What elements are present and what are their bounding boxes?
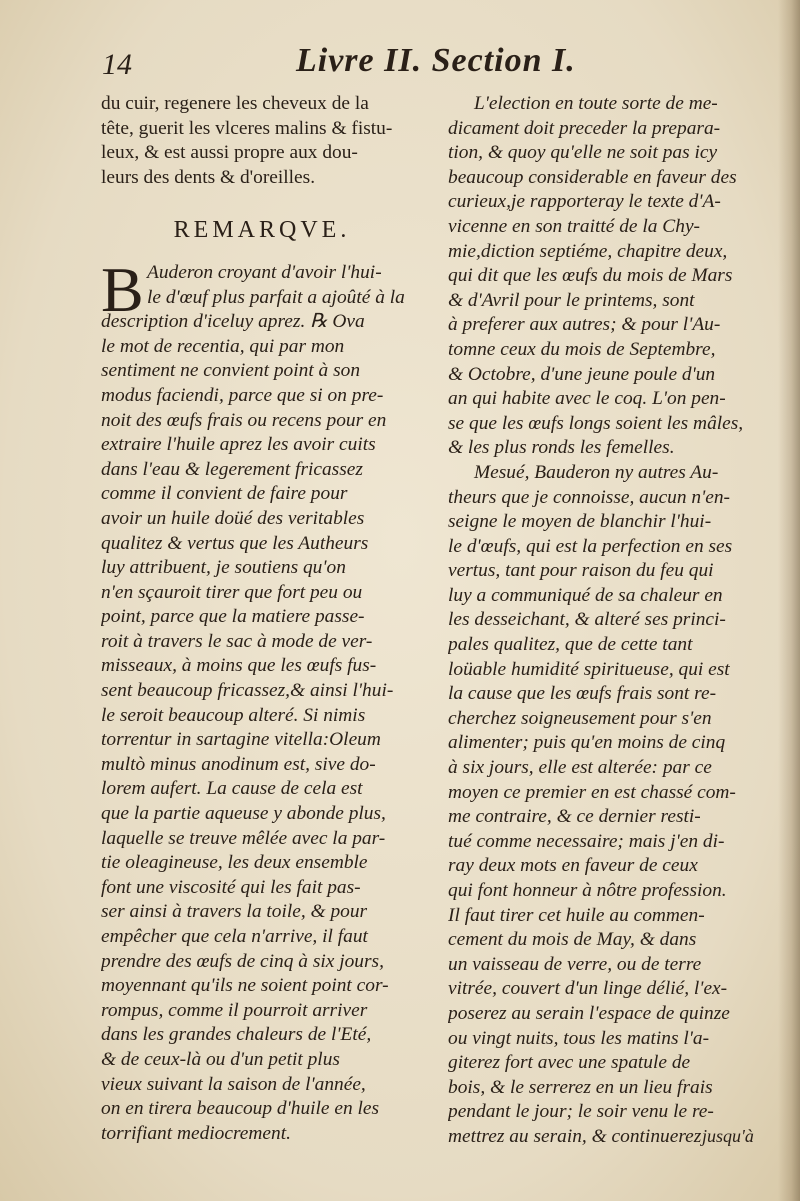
text-line: alimenter; puis qu'en moins de cinq (448, 732, 726, 754)
text-line: roit à travers le sac à mode de ver- (101, 630, 373, 652)
text-line: & de ceux-là ou d'un petit plus (101, 1048, 340, 1070)
text-line: dicament doit preceder la prepara- (448, 117, 721, 139)
text-line: moyen ce premier en est chassé com- (448, 781, 736, 803)
left-column (101, 92, 423, 1146)
text-line: & d'Avril pour le printems, sont (448, 289, 695, 311)
text-line: point, parce que la matiere passe- (101, 606, 365, 628)
text-line: vitrée, couvert d'un linge délié, l'ex- (448, 978, 728, 1000)
text-line: noit des œufs frais ou recens pour en (101, 409, 387, 431)
text-line: misseaux, à moins que les œufs fus- (101, 655, 377, 677)
text-line: vertus, tant pour raison du feu qui (448, 560, 714, 582)
text-line: torrifiant mediocrement. (101, 1122, 291, 1144)
text-line: & Octobre, d'une jeune poule d'un (448, 363, 716, 385)
text-line: torrentur in sartagine vitella:Oleum (101, 729, 381, 751)
page-header (100, 40, 760, 90)
text-line: cherchez soigneusement pour s'en (448, 707, 712, 729)
text-line: sentiment ne convient point à son (101, 360, 361, 382)
text-line: à preferer aux autres; & pour l'Au- (448, 314, 721, 336)
text-line: giterez fort avec une spatule de (448, 1052, 691, 1074)
drop-cap: B (101, 253, 144, 325)
text-line: se que les œufs longs soient les mâles, (448, 412, 744, 434)
text-line: an qui habite avec le coq. L'on pen- (448, 388, 726, 410)
running-title: Livre II. Section I. (296, 42, 576, 79)
text-line: multò minus anodinum est, sive do- (101, 753, 376, 775)
catchword: jusqu'à (702, 1126, 754, 1146)
text-line: leux, & est aussi propre aux dou- (101, 142, 358, 164)
text-line: on en tirera beaucoup d'huile en les (101, 1098, 380, 1120)
text-line: du cuir, regenere les cheveux de la (101, 93, 369, 114)
text-line: poserez au serain l'espace de quinze (448, 1002, 730, 1024)
text-line: dans les grandes chaleurs de l'Eté, (101, 1024, 372, 1046)
text-line: la cause que les œufs frais sont re- (448, 683, 717, 705)
text-line: à six jours, elle est alterée: par ce (448, 757, 712, 779)
text-line: beaucoup considerable en faveur des (448, 166, 737, 188)
text-line: n'en sçauroit tirer que fort peu ou (101, 581, 363, 603)
page-edge-shadow (778, 0, 800, 1201)
page-number: 14 (102, 48, 132, 81)
text-line: le mot de recentia, qui par mon (101, 335, 345, 357)
text-line: description d'iceluy aprez. ℞ Ova (101, 311, 365, 333)
text-line: dans l'eau & legerement fricassez (101, 458, 363, 480)
text-line: seigne le moyen de blanchir l'hui- (448, 511, 712, 533)
text-line: vicenne en son traitté de la Chy- (448, 215, 701, 237)
text-line: & les plus ronds les femelles. (448, 437, 675, 459)
text-line: que la partie aqueuse y abonde plus, (101, 803, 386, 825)
right-column (448, 92, 760, 1150)
text-line: extraire l'huile aprez les avoir cuits (101, 434, 376, 456)
text-line: rompus, comme il pourroit arriver (101, 999, 368, 1021)
text-line: cement du mois de May, & dans (448, 929, 697, 951)
text-line: qui dit que les œufs du mois de Mars (448, 265, 733, 287)
remarque-heading: REMARQVE. (173, 217, 351, 244)
text-line: bois, & le serrerez en un lieu frais (448, 1076, 713, 1098)
text-line: tomne ceux du mois de Septembre, (448, 338, 716, 360)
text-line: loüable humidité spiritueuse, qui est (448, 658, 730, 680)
text-line: Auderon croyant d'avoir l'hui- (147, 261, 382, 283)
text-line: mettrez au serain, & continuerez (448, 1125, 702, 1147)
text-line: L'election en toute sorte de me- (474, 93, 718, 114)
text-line: vieux suivant la saison de l'année, (101, 1073, 366, 1095)
text-line: leurs des dents & d'oreilles. (101, 166, 316, 188)
text-line: Mesué, Bauderon ny autres Au- (474, 461, 719, 483)
continuation-paragraph (101, 92, 423, 190)
text-line: luy attribuent, je soutiens qu'on (101, 557, 346, 579)
text-line: moyennant qu'ils ne soient point cor- (101, 975, 389, 997)
text-line: lorem aufert. La cause de cela est (101, 778, 363, 800)
text-line: ser ainsi à travers la toile, & pour (101, 901, 368, 923)
text-line: ou vingt nuits, tous les matins l'a- (448, 1027, 710, 1049)
text-line: prendre des œufs de cinq à six jours, (101, 950, 384, 972)
text-line: laquelle se treuve mêlée avec la par- (101, 827, 386, 849)
text-line: qui font honneur à nôtre profession. (448, 880, 727, 901)
text-line: le d'œufs, qui est la perfection en ses (448, 535, 733, 557)
text-line: pales qualitez, que de cette tant (448, 634, 693, 656)
text-line: font une viscosité qui les fait pas- (101, 876, 361, 898)
text-line: luy a communiqué de sa chaleur en (448, 584, 723, 606)
text-line: comme il convient de faire pour (101, 483, 348, 505)
text-line: tête, guerit les vlceres malins & fistu- (101, 117, 393, 139)
text-line: ray deux mots en faveur de ceux (448, 855, 698, 877)
text-line: mie,diction septiéme, chapitre deux, (448, 240, 728, 262)
text-line: theurs que je connoisse, aucun n'en- (448, 486, 731, 508)
remarque-paragraph (101, 253, 423, 1146)
text-line: modus faciendi, parce que si on pre- (101, 384, 384, 406)
text-line: pendant le jour; le soir venu le re- (448, 1101, 714, 1123)
text-line: le d'œuf plus parfait a ajoûté à la (147, 286, 405, 308)
text-line: avoir un huile doüé des veritables (101, 507, 365, 529)
text-line: qualitez & vertus que les Autheurs (101, 532, 369, 554)
text-line: tué comme necessaire; mais j'en di- (448, 830, 725, 852)
text-line: un vaisseau de verre, ou de terre (448, 953, 702, 975)
text-line: me contraire, & ce dernier resti- (448, 806, 701, 828)
text-line: empêcher que cela n'arrive, il faut (101, 926, 368, 947)
text-line: tion, & quoy qu'elle ne soit pas icy (448, 142, 718, 164)
text-line: les desseichant, & alteré ses princi- (448, 609, 726, 631)
text-line: Il faut tirer cet huile au commen- (448, 904, 705, 926)
text-line: tie oleagineuse, les deux ensemble (101, 852, 368, 874)
text-line: curieux,je rapporteray le texte d'A- (448, 191, 721, 213)
text-line: sent beaucoup fricassez,& ainsi l'hui- (101, 680, 394, 702)
text-line: le seroit beaucoup alteré. Si nimis (101, 704, 366, 726)
